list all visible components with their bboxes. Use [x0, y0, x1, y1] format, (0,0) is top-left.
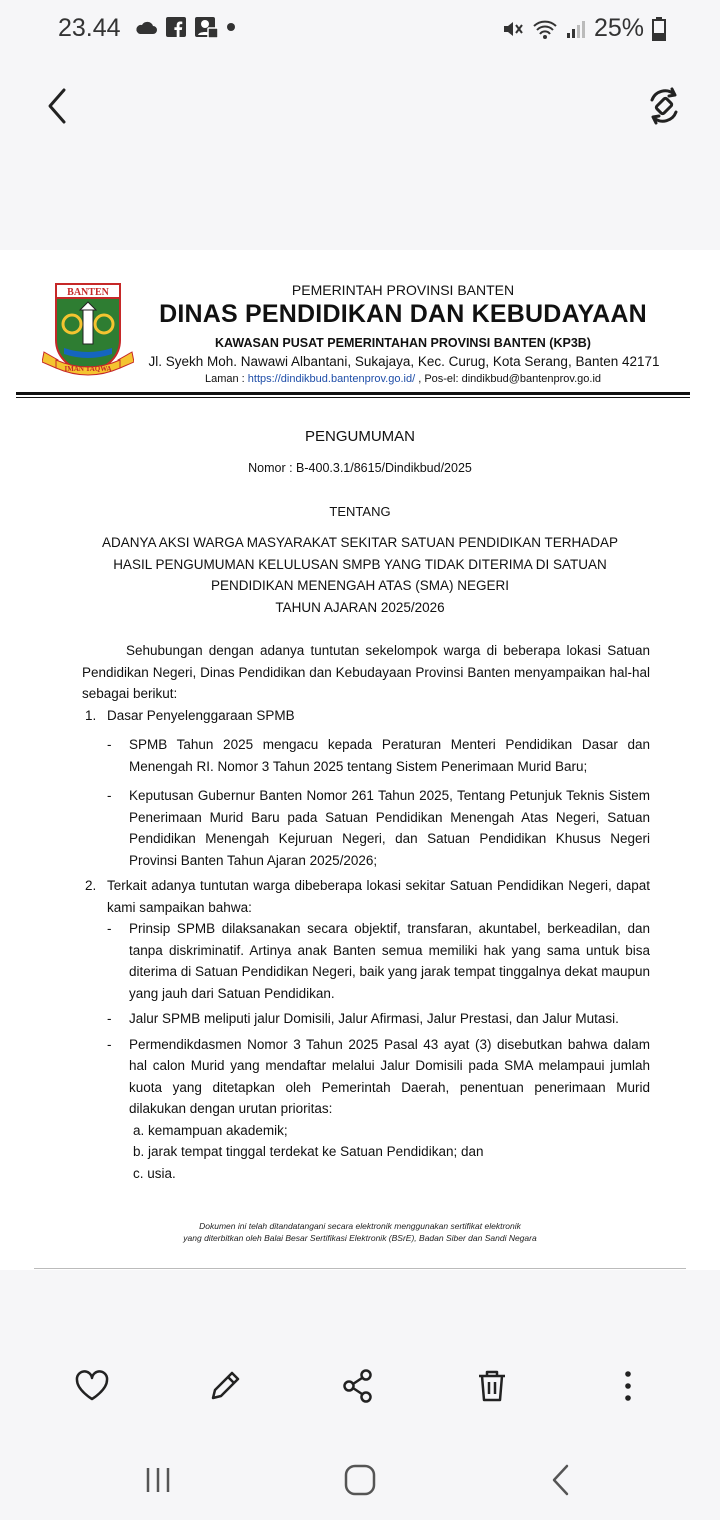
- auto-rotate-icon: [644, 86, 684, 126]
- bullet-text: SPMB Tahun 2025 mengacu kepada Peraturan Menteri Pendidikan Dasar dan Menengah RI. Nomor 3 Tahun 2025 tentang Sistem Penerimaan Murid Baru;: [129, 737, 650, 774]
- status-time: 23.44: [58, 14, 121, 42]
- delete-icon: [472, 1366, 512, 1406]
- list-number: 1.: [85, 707, 97, 723]
- header-address: Jl. Syekh Moh. Nawawi Albantani, Sukajaya, Kec. Curug, Kota Serang, Banten 42171: [148, 354, 660, 369]
- priority-item: b. jarak tempat tinggal terdekat ke Satuan Pendidikan; dan: [133, 1144, 484, 1159]
- share-button[interactable]: [338, 1366, 378, 1406]
- subject-line: HASIL PENGUMUMAN KELULUSAN SMPB YANG TIDAK DITERIMA DI SATUAN: [113, 556, 607, 572]
- mute-icon: [502, 18, 524, 40]
- bullet-item: - Keputusan Gubernur Banten Nomor 261 Tahun 2025, Tentang Petunjuk Teknis Sistem Penerimaan Murid Baru pada Satuan Pendidikan Menengah Atas Negeri, Satuan Pendidikan Menengah Kejuruan Negeri, dan Satuan Pendidikan Khusus Negeri Provinsi Banten Tahun Ajaran 2025/2026;: [107, 788, 650, 868]
- system-nav-bar: [0, 1440, 720, 1520]
- subject-line: ADANYA AKSI WARGA MASYARAKAT SEKITAR SATUAN PENDIDIKAN TERHADAP: [101, 535, 619, 550]
- e-signature-note: Dokumen ini telah ditandatangani secara elektronik menggunakan sertifikat elektronik yang diterbitkan oleh Balai Besar Sertifikasi Elektronik (BSrE), Badan Siber dan Sandi Negara: [183, 1221, 537, 1243]
- banten-logo: [42, 280, 134, 378]
- list-item: [82, 705, 650, 727]
- viewer-toolbar: [0, 58, 720, 250]
- logo-text-top: BANTEN: [67, 287, 109, 298]
- priority-item: a. kemampuan akademik;: [133, 1122, 288, 1138]
- chevron-left-icon: [40, 86, 76, 126]
- website-link[interactable]: https://dindikbud.bantenprov.go.id/: [247, 373, 416, 385]
- subject-line: TAHUN AJARAN 2025/2026: [275, 599, 445, 615]
- home-button[interactable]: [340, 1460, 380, 1500]
- nav-back-button[interactable]: [542, 1460, 582, 1500]
- battery-percent: 25%: [593, 14, 644, 42]
- document-about-label: TENTANG: [329, 504, 391, 519]
- edit-button[interactable]: [205, 1366, 245, 1406]
- auto-rotate-button[interactable]: [644, 86, 684, 126]
- recents-button[interactable]: [138, 1460, 178, 1500]
- heart-icon: [72, 1366, 112, 1406]
- bullet-item: - SPMB Tahun 2025 mengacu kepada Peraturan Menteri Pendidikan Dasar dan Menengah RI. Nomor 3 Tahun 2025 tentang Sistem Penerimaan Murid Baru;: [107, 737, 650, 774]
- document-number: Nomor : B-400.3.1/8615/Dindikbud/2025: [248, 461, 472, 475]
- email-text: , Pos-el: dindikbud@bantenprov.go.id: [418, 373, 602, 385]
- dot-icon: [226, 22, 236, 32]
- header-agency: DINAS PENDIDIKAN DAN KEBUDAYAAN: [159, 300, 647, 328]
- list-item: [82, 875, 650, 918]
- recents-icon: [138, 1460, 178, 1500]
- header-government: PEMERINTAH PROVINSI BANTEN: [291, 282, 515, 298]
- signal-icon: [566, 19, 586, 39]
- bullet-item: - Permendikdasmen Nomor 3 Tahun 2025 Pasal 43 ayat (3) disebutkan bahwa dalam hal calon Murid yang mendaftar melalui Jalur Domisili pada SMA melampaui jumlah kuota yang ditetapkan oleh Pemerintah Daerah, penentuan penerimaan Murid dilakukan dengan urutan prioritas:: [107, 1036, 650, 1116]
- priority-item: c. usia.: [133, 1165, 176, 1181]
- action-bar: [0, 1356, 720, 1416]
- list-item-text: Terkait adanya tuntutan warga dibeberapa lokasi sekitar Satuan Pendidikan Negeri, dapat kami sampaikan bahwa:: [107, 878, 650, 915]
- share-icon: [338, 1366, 378, 1406]
- document-title: PENGUMUMAN: [304, 428, 415, 445]
- delete-button[interactable]: [472, 1366, 512, 1406]
- logo-text-bottom: IMAN TAQWA: [64, 365, 112, 373]
- home-icon: [340, 1460, 380, 1500]
- battery-icon: [652, 17, 666, 41]
- header-rule-thin: [16, 397, 690, 398]
- header-area: KAWASAN PUSAT PEMERINTAHAN PROVINSI BANTEN (KP3B): [215, 336, 591, 350]
- status-bar: [0, 0, 720, 58]
- document-subject: [60, 532, 660, 618]
- more-icon: [608, 1366, 648, 1406]
- intro-paragraph: Sehubungan dengan adanya tuntutan sekelompok warga di beberapa lokasi Satuan Pendidikan Negeri, Dinas Pendidikan dan Kebudayaan Provinsi Banten menyampaikan hal-hal sebagai berikut:: [82, 643, 650, 701]
- cloud-icon: [134, 19, 158, 35]
- subject-line: PENDIDIKAN MENENGAH ATAS (SMA) NEGERI: [210, 578, 510, 593]
- favorite-button[interactable]: [72, 1366, 112, 1406]
- facebook-icon: [166, 17, 186, 37]
- back-icon: [542, 1460, 582, 1500]
- bullet-text: Permendikdasmen Nomor 3 Tahun 2025 Pasal 43 ayat (3) disebutkan bahwa dalam hal calon Murid yang mendaftar melalui Jalur Domisili pada SMA melampaui jumlah kuota yang ditetapkan oleh Pemerintah Daerah, penentuan penerimaan Murid dilakukan dengan urutan prioritas:: [129, 1036, 650, 1116]
- bullet-text: Keputusan Gubernur Banten Nomor 261 Tahun 2025, Tentang Petunjuk Teknis Sistem Penerimaan Murid Baru pada Satuan Pendidikan Menengah Atas Negeri, Satuan Pendidikan Menengah Kejuruan Negeri, dan Satuan Pendidikan Khusus Negeri Provinsi Banten Tahun Ajaran 2025/2026;: [129, 788, 650, 868]
- header-rule: [16, 392, 690, 395]
- wifi-icon: [532, 18, 558, 40]
- laman-label: Laman :: [204, 373, 245, 385]
- more-options-button[interactable]: [608, 1366, 648, 1406]
- document-body: [82, 640, 650, 1184]
- header-contact: [140, 373, 666, 385]
- edit-icon: [205, 1366, 245, 1406]
- bullet-item: - Jalur SPMB meliputi jalur Domisili, Jalur Afirmasi, Jalur Prestasi, dan Jalur Mutasi.: [107, 1011, 619, 1026]
- back-button[interactable]: [40, 86, 76, 126]
- bullet-text: Prinsip SPMB dilaksanakan secara objektif, transfaran, akuntabel, berkeadilan, dan tanpa diskriminatif. Artinya anak Banten semua memiliki hak yang sama untuk bisa diterima di Satuan Pendidikan Negeri, baik yang jarak tempat tinggalnya dekat maupun yang jauh dari Satuan Pendidikan.: [129, 921, 650, 1001]
- bullet-text: Jalur SPMB meliputi jalur Domisili, Jalur Afirmasi, Jalur Prestasi, dan Jalur Mutasi.: [129, 1011, 619, 1026]
- page-divider: [34, 1268, 686, 1269]
- list-number: 2.: [85, 878, 97, 893]
- bullet-item: - Prinsip SPMB dilaksanakan secara objektif, transfaran, akuntabel, berkeadilan, dan tanpa diskriminatif. Artinya anak Banten semua memiliki hak yang sama untuk bisa diterima di Satuan Pendidikan Negeri, baik yang jarak tempat tinggalnya dekat maupun yang jauh dari Satuan Pendidikan.: [107, 921, 650, 1001]
- document-page: [0, 250, 720, 1270]
- list-item-text: Dasar Penyelenggaraan SPMB: [107, 707, 295, 723]
- account-icon: [194, 16, 218, 38]
